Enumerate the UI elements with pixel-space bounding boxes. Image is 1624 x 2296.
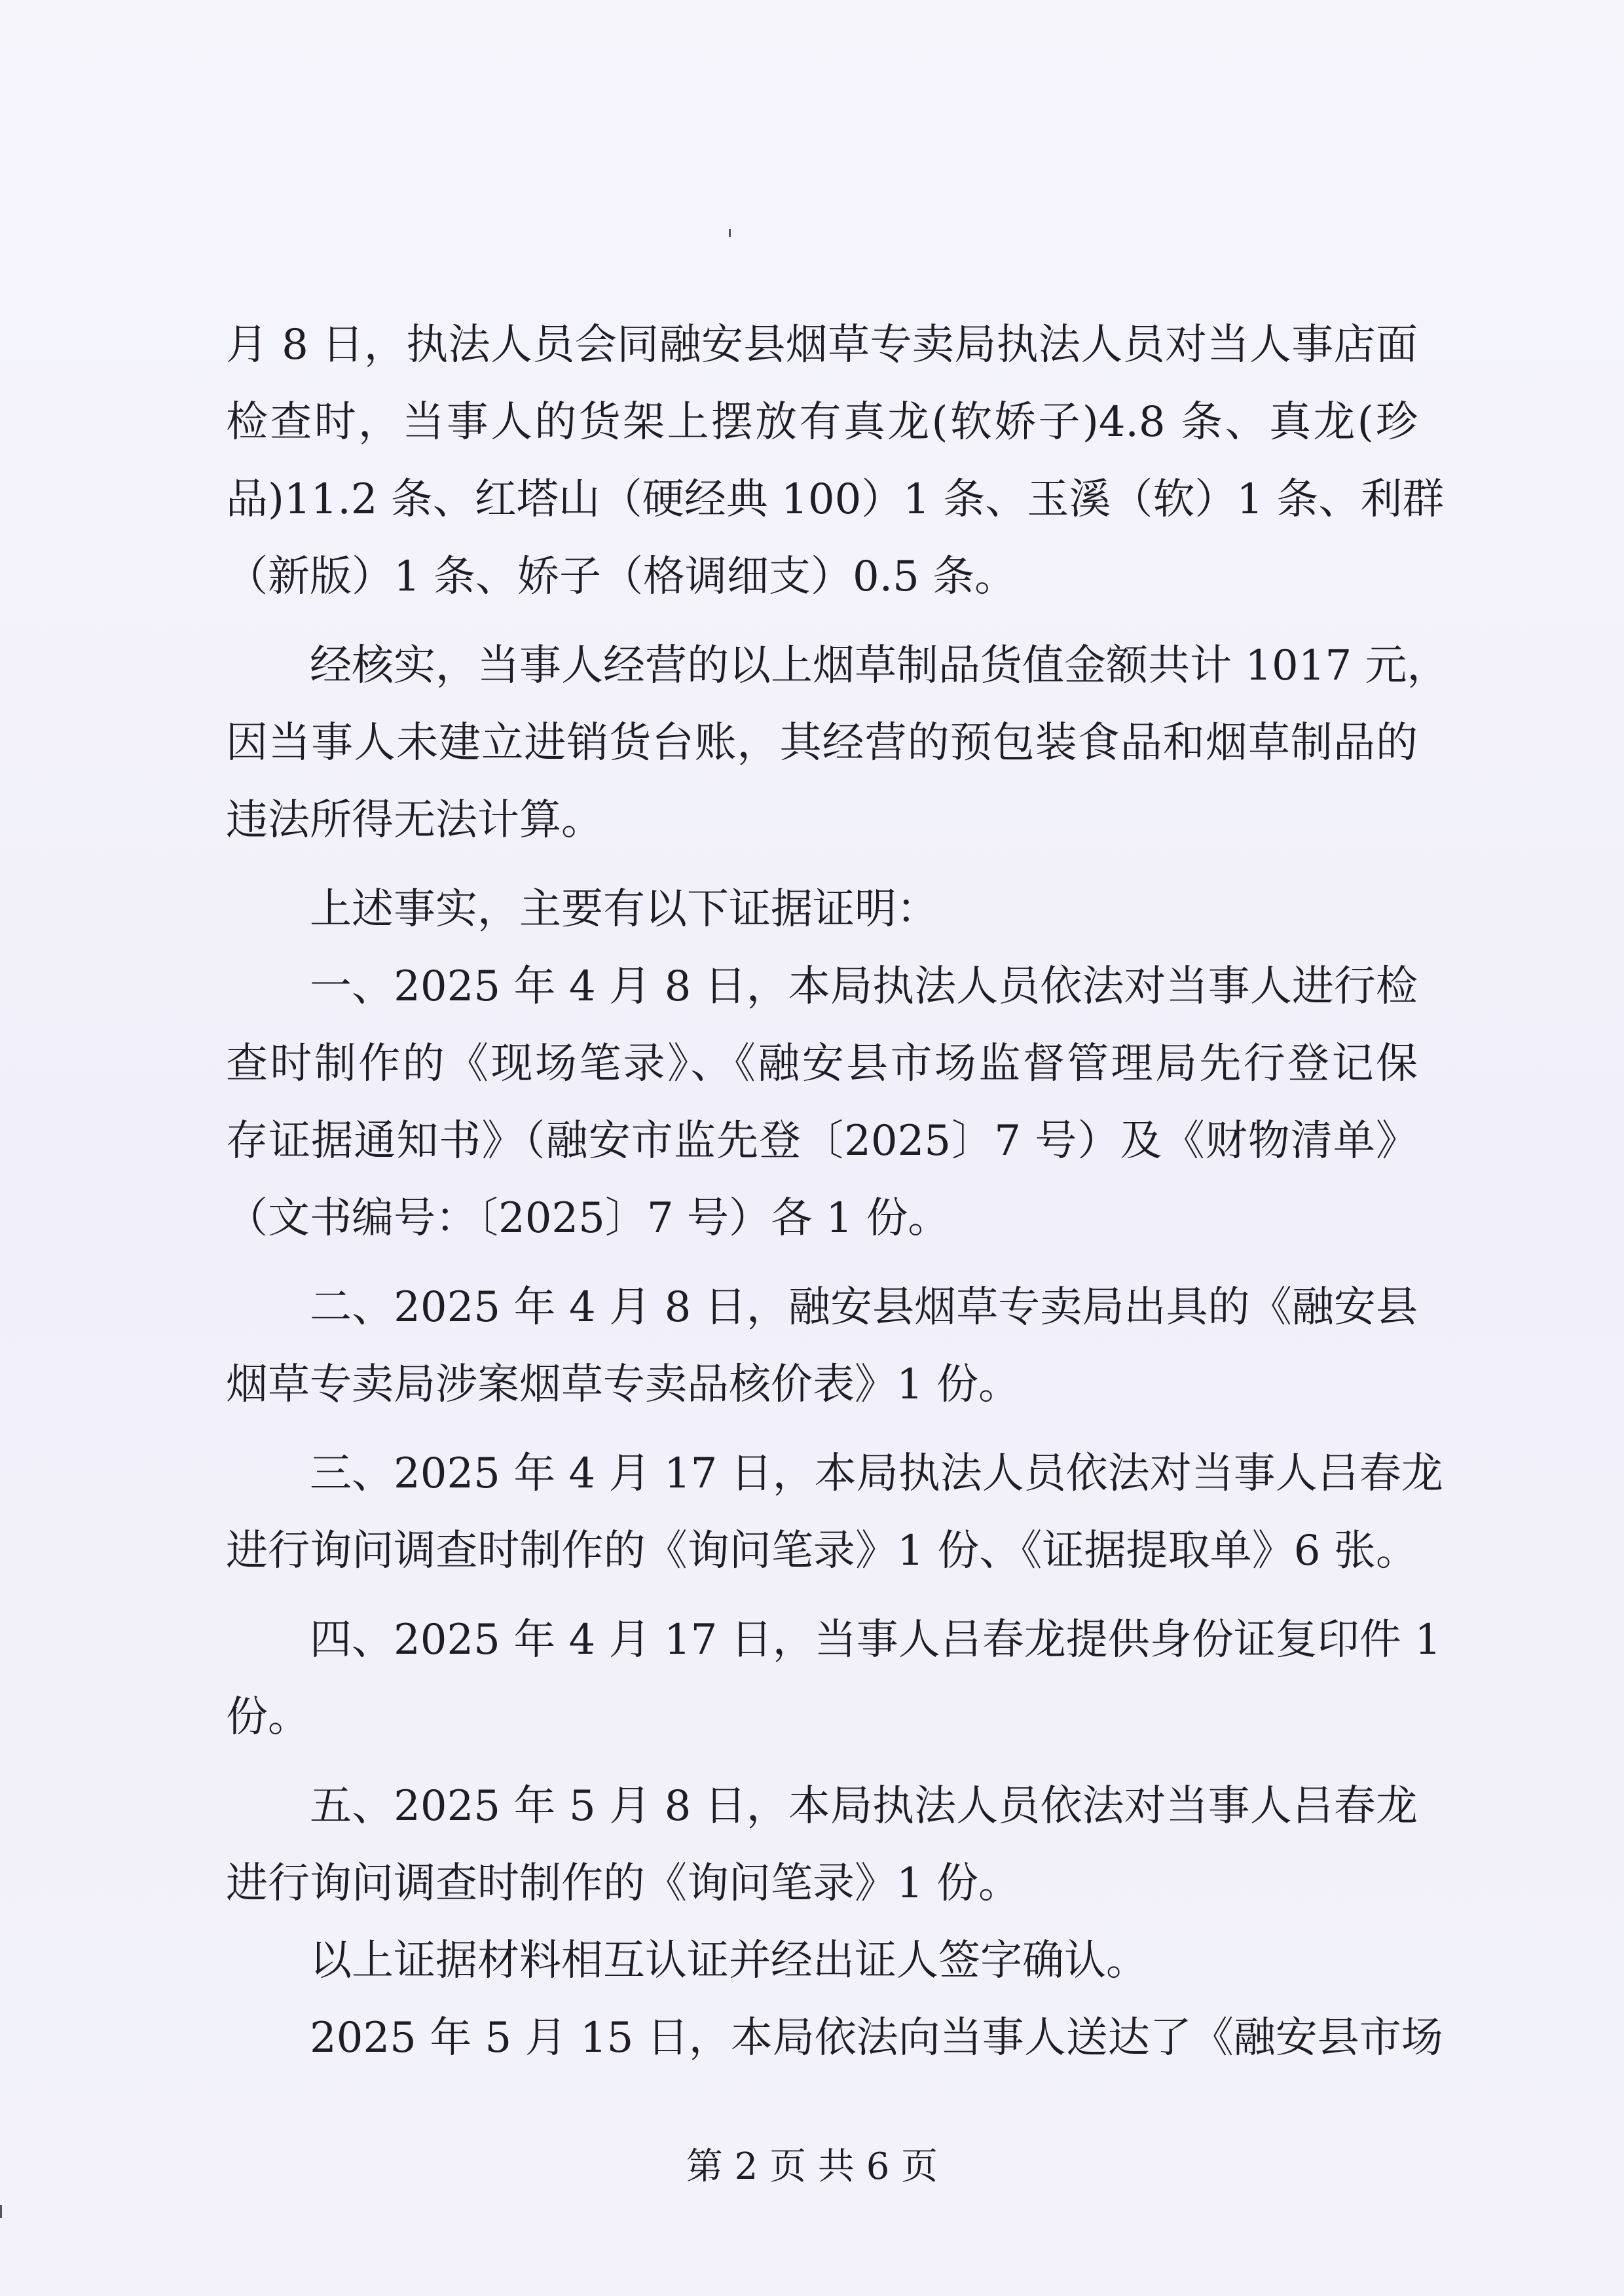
paragraph-line: 因当事人未建立进销货台账，其经营的预包装食品和烟草制品的 xyxy=(226,719,1418,767)
paragraph-line: （新版）1 条、娇子（格调细支）0.5 条。 xyxy=(226,553,1017,601)
scan-mark xyxy=(0,2205,2,2218)
paragraph-line: 上述事实，主要有以下证据证明： xyxy=(310,885,938,934)
paragraph-line: 查时制作的《现场笔录》、《融安县市场监督管理局先行登记保 xyxy=(226,1040,1418,1088)
paragraph-line: 进行询问调查时制作的《询问笔录》1 份。 xyxy=(226,1859,1021,1908)
paragraph-line: 四、2025 年 4 月 17 日，当事人吕春龙提供身份证复印件 1 xyxy=(310,1616,1441,1664)
paragraph-line: 烟草专卖局涉案烟草专卖品核价表》1 份。 xyxy=(226,1360,1021,1409)
page-number: 第 2 页 共 6 页 xyxy=(686,2145,938,2188)
paragraph-line: （文书编号：〔2025〕7 号）各 1 份。 xyxy=(226,1194,950,1243)
paragraph-line: 经核实，当事人经营的以上烟草制品货值金额共计 1017 元， xyxy=(310,642,1449,690)
scan-mark xyxy=(729,229,731,237)
paragraph-line: 份。 xyxy=(226,1693,310,1741)
paragraph-line: 三、2025 年 4 月 17 日，本局执法人员依法对当事人吕春龙 xyxy=(310,1449,1443,1498)
paragraph-line: 检查时，当事人的货架上摆放有真龙(软娇子)4.8 条、真龙(珍 xyxy=(226,398,1418,446)
paragraph-line: 二、2025 年 4 月 8 日，融安县烟草专卖局出具的《融安县 xyxy=(310,1283,1418,1332)
paragraph-line: 2025 年 5 月 15 日，本局依法向当事人送达了《融安县市场 xyxy=(310,2014,1443,2062)
paragraph-line: 五、2025 年 5 月 8 日，本局执法人员依法对当事人吕春龙 xyxy=(310,1782,1418,1831)
document-body xyxy=(226,306,1449,2077)
paragraph-line: 月 8 日，执法人员会同融安县烟草专卖局执法人员对当人事店面 xyxy=(226,321,1418,369)
paragraph-line: 以上证据材料相互认证并经出证人签字确认。 xyxy=(310,1937,1148,1985)
paragraph-line: 一、2025 年 4 月 8 日，本局执法人员依法对当事人进行检 xyxy=(310,962,1418,1011)
paragraph-line: 存证据通知书》（融安市监先登〔2025〕7 号）及《财物清单》 xyxy=(226,1117,1418,1165)
paragraph-line: 违法所得无法计算。 xyxy=(226,796,603,845)
paragraph-line: 品)11.2 条、红塔山（硬经典 100）1 条、玉溪（软）1 条、利群 xyxy=(226,475,1445,524)
paragraph-line: 进行询问调查时制作的《询问笔录》1 份、《证据提取单》6 张。 xyxy=(226,1527,1418,1575)
